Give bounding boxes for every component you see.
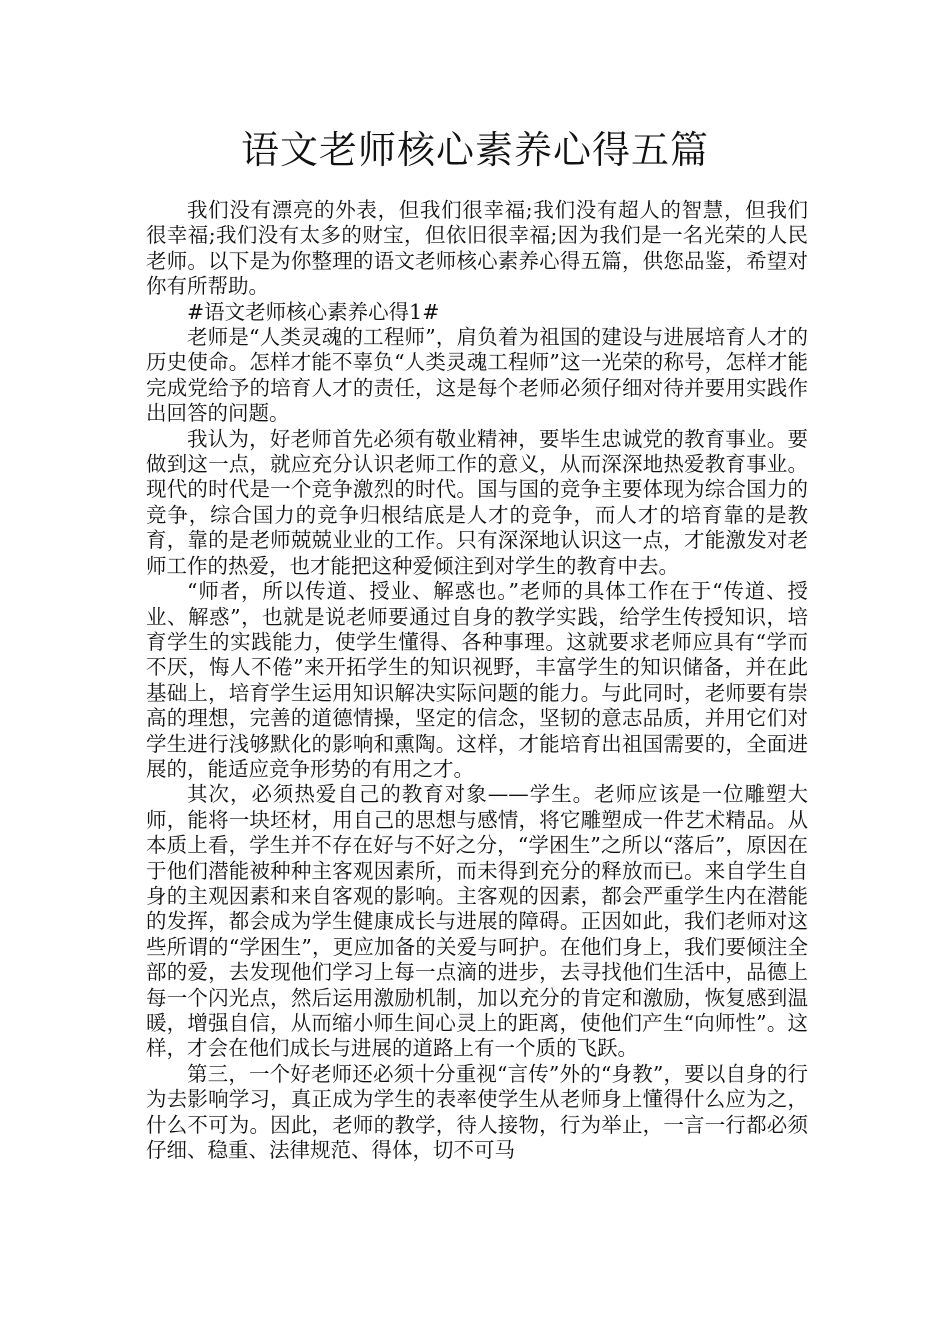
- document-body: [146, 198, 808, 1163]
- body-paragraph: “师者，所以传道、授业、解惑也。”老师的具体工作在于“传道、授业、解惑”，也就是说老师要通过自身的教学实践，给学生传授知识，培育学生的实践能力，使学生懂得、各种事理。这就要求老师应具有“学而不厌，悔人不倦”来开拓学生的知识视野，丰富学生的知识储备，并在此基础上，培育学生运用知识解决实际问题的能力。与此同时，老师要有崇高的理想，完善的道德情操，坚定的信念，坚韧的意志品质，并用它们对学生进行浅够默化的影响和熏陶。这样，才能培育出祖国需要的，全面进展的，能适应竞争形势的有用之才。: [146, 579, 808, 781]
- body-paragraph: 老师是“人类灵魂的工程师”，肩负着为祖国的建设与进展培育人才的历史使命。怎样才能不辜负“人类灵魂工程师”这一光荣的称号，怎样才能完成党给予的培育人才的责任，这是每个老师必须仔细对待并要用实践作出回答的问题。: [146, 325, 808, 426]
- body-paragraph: 其次，必须热爱自己的教育对象——学生。老师应该是一位雕塑大师，能将一块坯材，用自己的思想与感情，将它雕塑成一件艺术精品。从本质上看，学生并不存在好与不好之分，“学困生”之所以“落后”，原因在于他们潜能被种种主客观因素所，而未得到充分的释放而已。来自学生自身的主观因素和来自客观的影响。主客观的因素，都会严重学生内在潜能的发挥，都会成为学生健康成长与进展的障碍。正因如此，我们老师对这些所谓的“学困生”，更应加备的关爱与呵护。在他们身上，我们要倾注全部的爱，去发现他们学习上每一点滴的进步，去寻找他们生活中，品德上每一个闪光点，然后运用激励机制，加以充分的肯定和激励，恢复感到温暖，增强自信，从而缩小师生间心灵上的距离，使他们产生“向师性”。这样，才会在他们成长与进展的道路上有一个质的飞跃。: [146, 782, 808, 1061]
- body-paragraph: 第三，一个好老师还必须十分重视“言传”外的“身教”，要以自身的行为去影响学习，真正成为学生的表率使学生从老师身上懂得什么应为之，什么不可为。因此，老师的教学，待人接物，行为举止，一言一行都必须仔细、稳重、法律规范、得体，切不可马: [146, 1061, 808, 1163]
- document-title: 语文老师核心素养心得五篇: [240, 128, 709, 172]
- body-paragraph: 我认为，好老师首先必须有敬业精神，要毕生忠诚党的教育事业。要做到这一点，就应充分认识老师工作的意义，从而深深地热爱教育事业。现代的时代是一个竞争激烈的时代。国与国的竞争主要体现为综合国力的竞争，综合国力的竞争归根结底是人才的竞争，而人才的培育靠的是教育，靠的是老师兢兢业业的工作。只有深深地认识这一点，才能激发对老师工作的热爱，也才能把这种爱倾注到对学生的教育中去。: [146, 426, 808, 578]
- intro-paragraph: 我们没有漂亮的外表，但我们很幸福;我们没有超人的智慧，但我们很幸福;我们没有太多的财宝，但依旧很幸福;因为我们是一名光荣的人民老师。以下是为你整理的语文老师核心素养心得五篇，供您品鉴，希望对你有所帮助。: [146, 198, 808, 299]
- section-heading: #语文老师核心素养心得1#: [187, 299, 440, 324]
